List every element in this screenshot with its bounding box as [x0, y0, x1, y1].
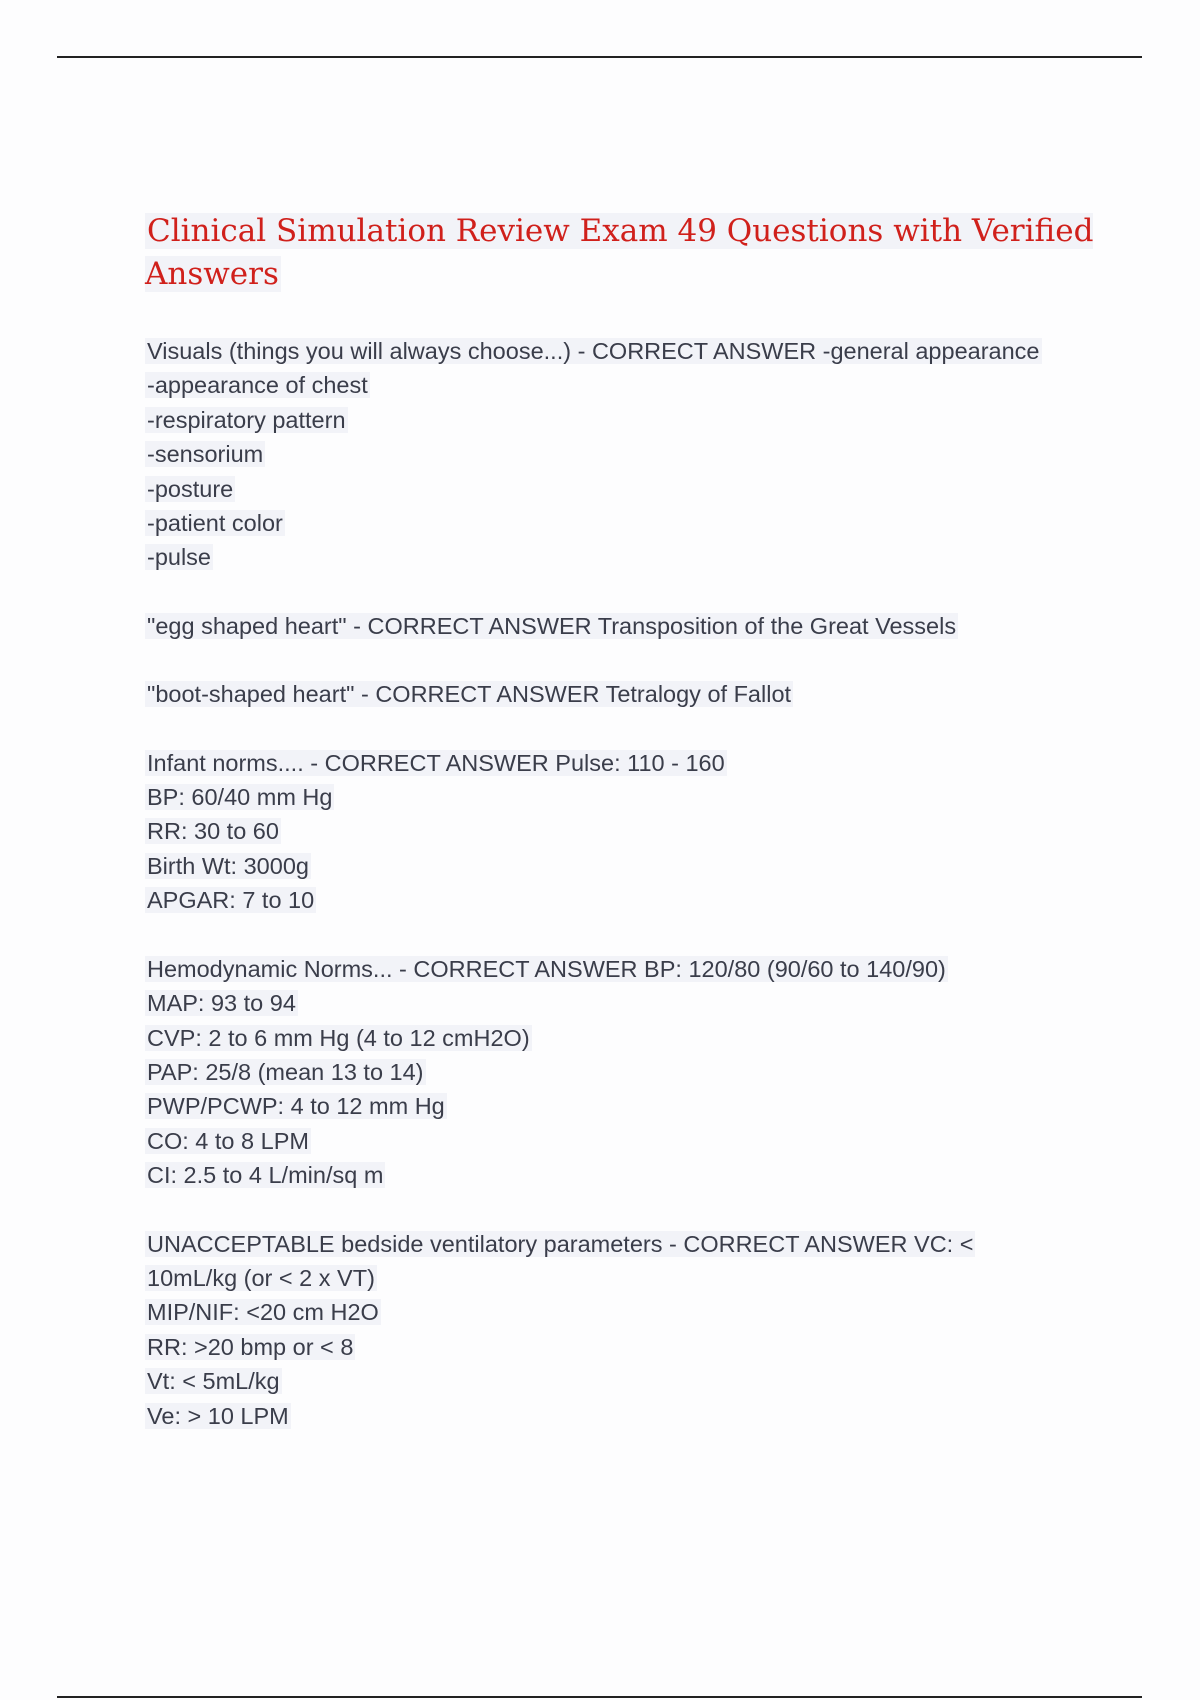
qa-item-boot-shaped-heart	[145, 677, 1095, 711]
document-title	[145, 210, 1095, 296]
qa-line: Hemodynamic Norms... - CORRECT ANSWER BP: 120/80 (90/60 to 140/90)	[147, 955, 946, 982]
qa-item-egg-shaped-heart	[145, 609, 1095, 643]
qa-line: RR: 30 to 60	[147, 818, 279, 845]
qa-line: CO: 4 to 8 LPM	[147, 1127, 309, 1154]
bottom-rule	[57, 1696, 1142, 1698]
qa-item-unacceptable-ventilatory-parameters	[145, 1227, 1095, 1433]
qa-line: -appearance of chest	[147, 372, 368, 399]
qa-line: -sensorium	[147, 441, 264, 468]
qa-line: "boot-shaped heart" - CORRECT ANSWER Tetralogy of Fallot	[147, 681, 792, 708]
qa-line: PAP: 25/8 (mean 13 to 14)	[147, 1058, 424, 1085]
qa-line: -respiratory pattern	[147, 406, 346, 433]
qa-line: -pulse	[147, 544, 212, 571]
qa-line: PWP/PCWP: 4 to 12 mm Hg	[147, 1093, 445, 1120]
qa-line: Ve: > 10 LPM	[147, 1402, 289, 1429]
qa-line: Birth Wt: 3000g	[147, 852, 309, 879]
page-content	[145, 210, 1095, 1467]
qa-line: RR: >20 bmp or < 8	[147, 1333, 354, 1360]
qa-item-visuals	[145, 334, 1095, 575]
qa-line: APGAR: 7 to 10	[147, 887, 315, 914]
top-rule	[57, 56, 1142, 58]
qa-line: "egg shaped heart" - CORRECT ANSWER Transposition of the Great Vessels	[147, 612, 957, 639]
qa-line: Vt: < 5mL/kg	[147, 1368, 280, 1395]
qa-item-infant-norms	[145, 746, 1095, 918]
qa-line: CI: 2.5 to 4 L/min/sq m	[147, 1162, 384, 1189]
qa-line: MAP: 93 to 94	[147, 990, 296, 1017]
document-title-text: Clinical Simulation Review Exam 49 Questions with Verified Answers	[145, 213, 1094, 292]
qa-line: -posture	[147, 475, 234, 502]
qa-line: BP: 60/40 mm Hg	[147, 784, 333, 811]
qa-line: 10mL/kg (or < 2 x VT)	[147, 1264, 375, 1291]
qa-line: -patient color	[147, 510, 283, 537]
qa-line: MIP/NIF: <20 cm H2O	[147, 1299, 379, 1326]
qa-line: UNACCEPTABLE bedside ventilatory parameters - CORRECT ANSWER VC: <	[147, 1230, 974, 1257]
qa-item-hemodynamic-norms	[145, 952, 1095, 1193]
qa-line: Infant norms.... - CORRECT ANSWER Pulse: 110 - 160	[147, 749, 725, 776]
qa-line: CVP: 2 to 6 mm Hg (4 to 12 cmH2O)	[147, 1024, 530, 1051]
qa-line: Visuals (things you will always choose...) - CORRECT ANSWER -general appearance	[147, 338, 1040, 364]
